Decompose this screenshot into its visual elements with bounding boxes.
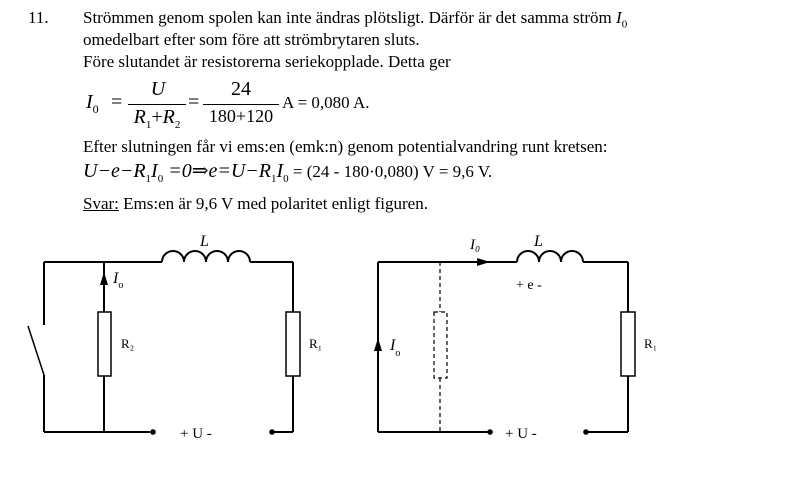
resistor-r1-left xyxy=(286,312,300,376)
eq1-denominator-2: 180+120 xyxy=(208,106,274,126)
label-l-left: L xyxy=(200,233,209,250)
circuit-right xyxy=(378,251,635,432)
answer-label: Svar: xyxy=(83,194,119,213)
label-r1-right: R₁ xyxy=(644,336,658,351)
label-current-left: $I_o$ xyxy=(113,270,124,291)
terminal-right-plus xyxy=(487,429,493,435)
eq1-equals: = xyxy=(111,91,123,113)
resistor-r2-left xyxy=(98,312,111,376)
eq1-result: A = 0,080 A. xyxy=(282,93,370,112)
label-emf: + e - xyxy=(516,278,542,293)
label-r2-left: R₂ xyxy=(121,336,135,351)
answer-text: Ems:en är 9,6 V med polaritet enligt figuren. xyxy=(118,194,428,213)
text-line-2: omedelbart efter som före att strömbrytaren sluts. xyxy=(83,30,420,49)
terminal-left-plus xyxy=(150,429,156,435)
removed-resistor-dashed xyxy=(434,312,447,378)
label-r1-left: R₁ xyxy=(309,336,323,351)
inductor-right xyxy=(517,251,583,262)
eq1-numerator-2: 24 xyxy=(231,78,251,100)
text-line-1-a: Strömmen genom spolen kan inte ändras plötsligt. Därför är det samma ström xyxy=(83,8,617,27)
equation-2: $U-e-R_1I_0$ $=0\Rightarrow e=U-R_1I_0 = (24 - 180\cdot 0,080) V = 9,6$ V. xyxy=(83,160,493,185)
eq1-numerator-1: U xyxy=(150,78,166,100)
eq1-denominator-1: $R_1+R_2$ xyxy=(133,106,181,131)
eq1-lhs: $I_0$ xyxy=(86,91,99,116)
label-l-right: L xyxy=(534,233,543,250)
inductor-left xyxy=(162,251,250,262)
text-line-4: Efter slutningen får vi ems:en (emk:n) genom potentialvandring runt kretsen: xyxy=(83,137,608,156)
circuit-left xyxy=(28,251,300,432)
problem-number: 11. xyxy=(28,8,49,27)
label-voltage-right: + U - xyxy=(505,426,537,442)
current-symbol: I xyxy=(616,8,622,27)
text-line-3: Före slutandet är resistorerna seriekopplade. Detta ger xyxy=(83,52,451,71)
current-arrow-right xyxy=(374,338,382,351)
current-arrow-left xyxy=(100,272,108,285)
label-voltage-left: + U - xyxy=(180,426,212,442)
resistor-r1-right xyxy=(621,312,635,376)
current-arrow-top-right xyxy=(477,258,490,266)
switch-left xyxy=(28,326,44,375)
label-current-top-right: I₀ xyxy=(470,237,481,253)
label-current-right: $I_o$ xyxy=(390,337,401,359)
current-symbol-sub: 0 xyxy=(621,18,628,31)
eq1-equals-2: = xyxy=(188,91,200,113)
